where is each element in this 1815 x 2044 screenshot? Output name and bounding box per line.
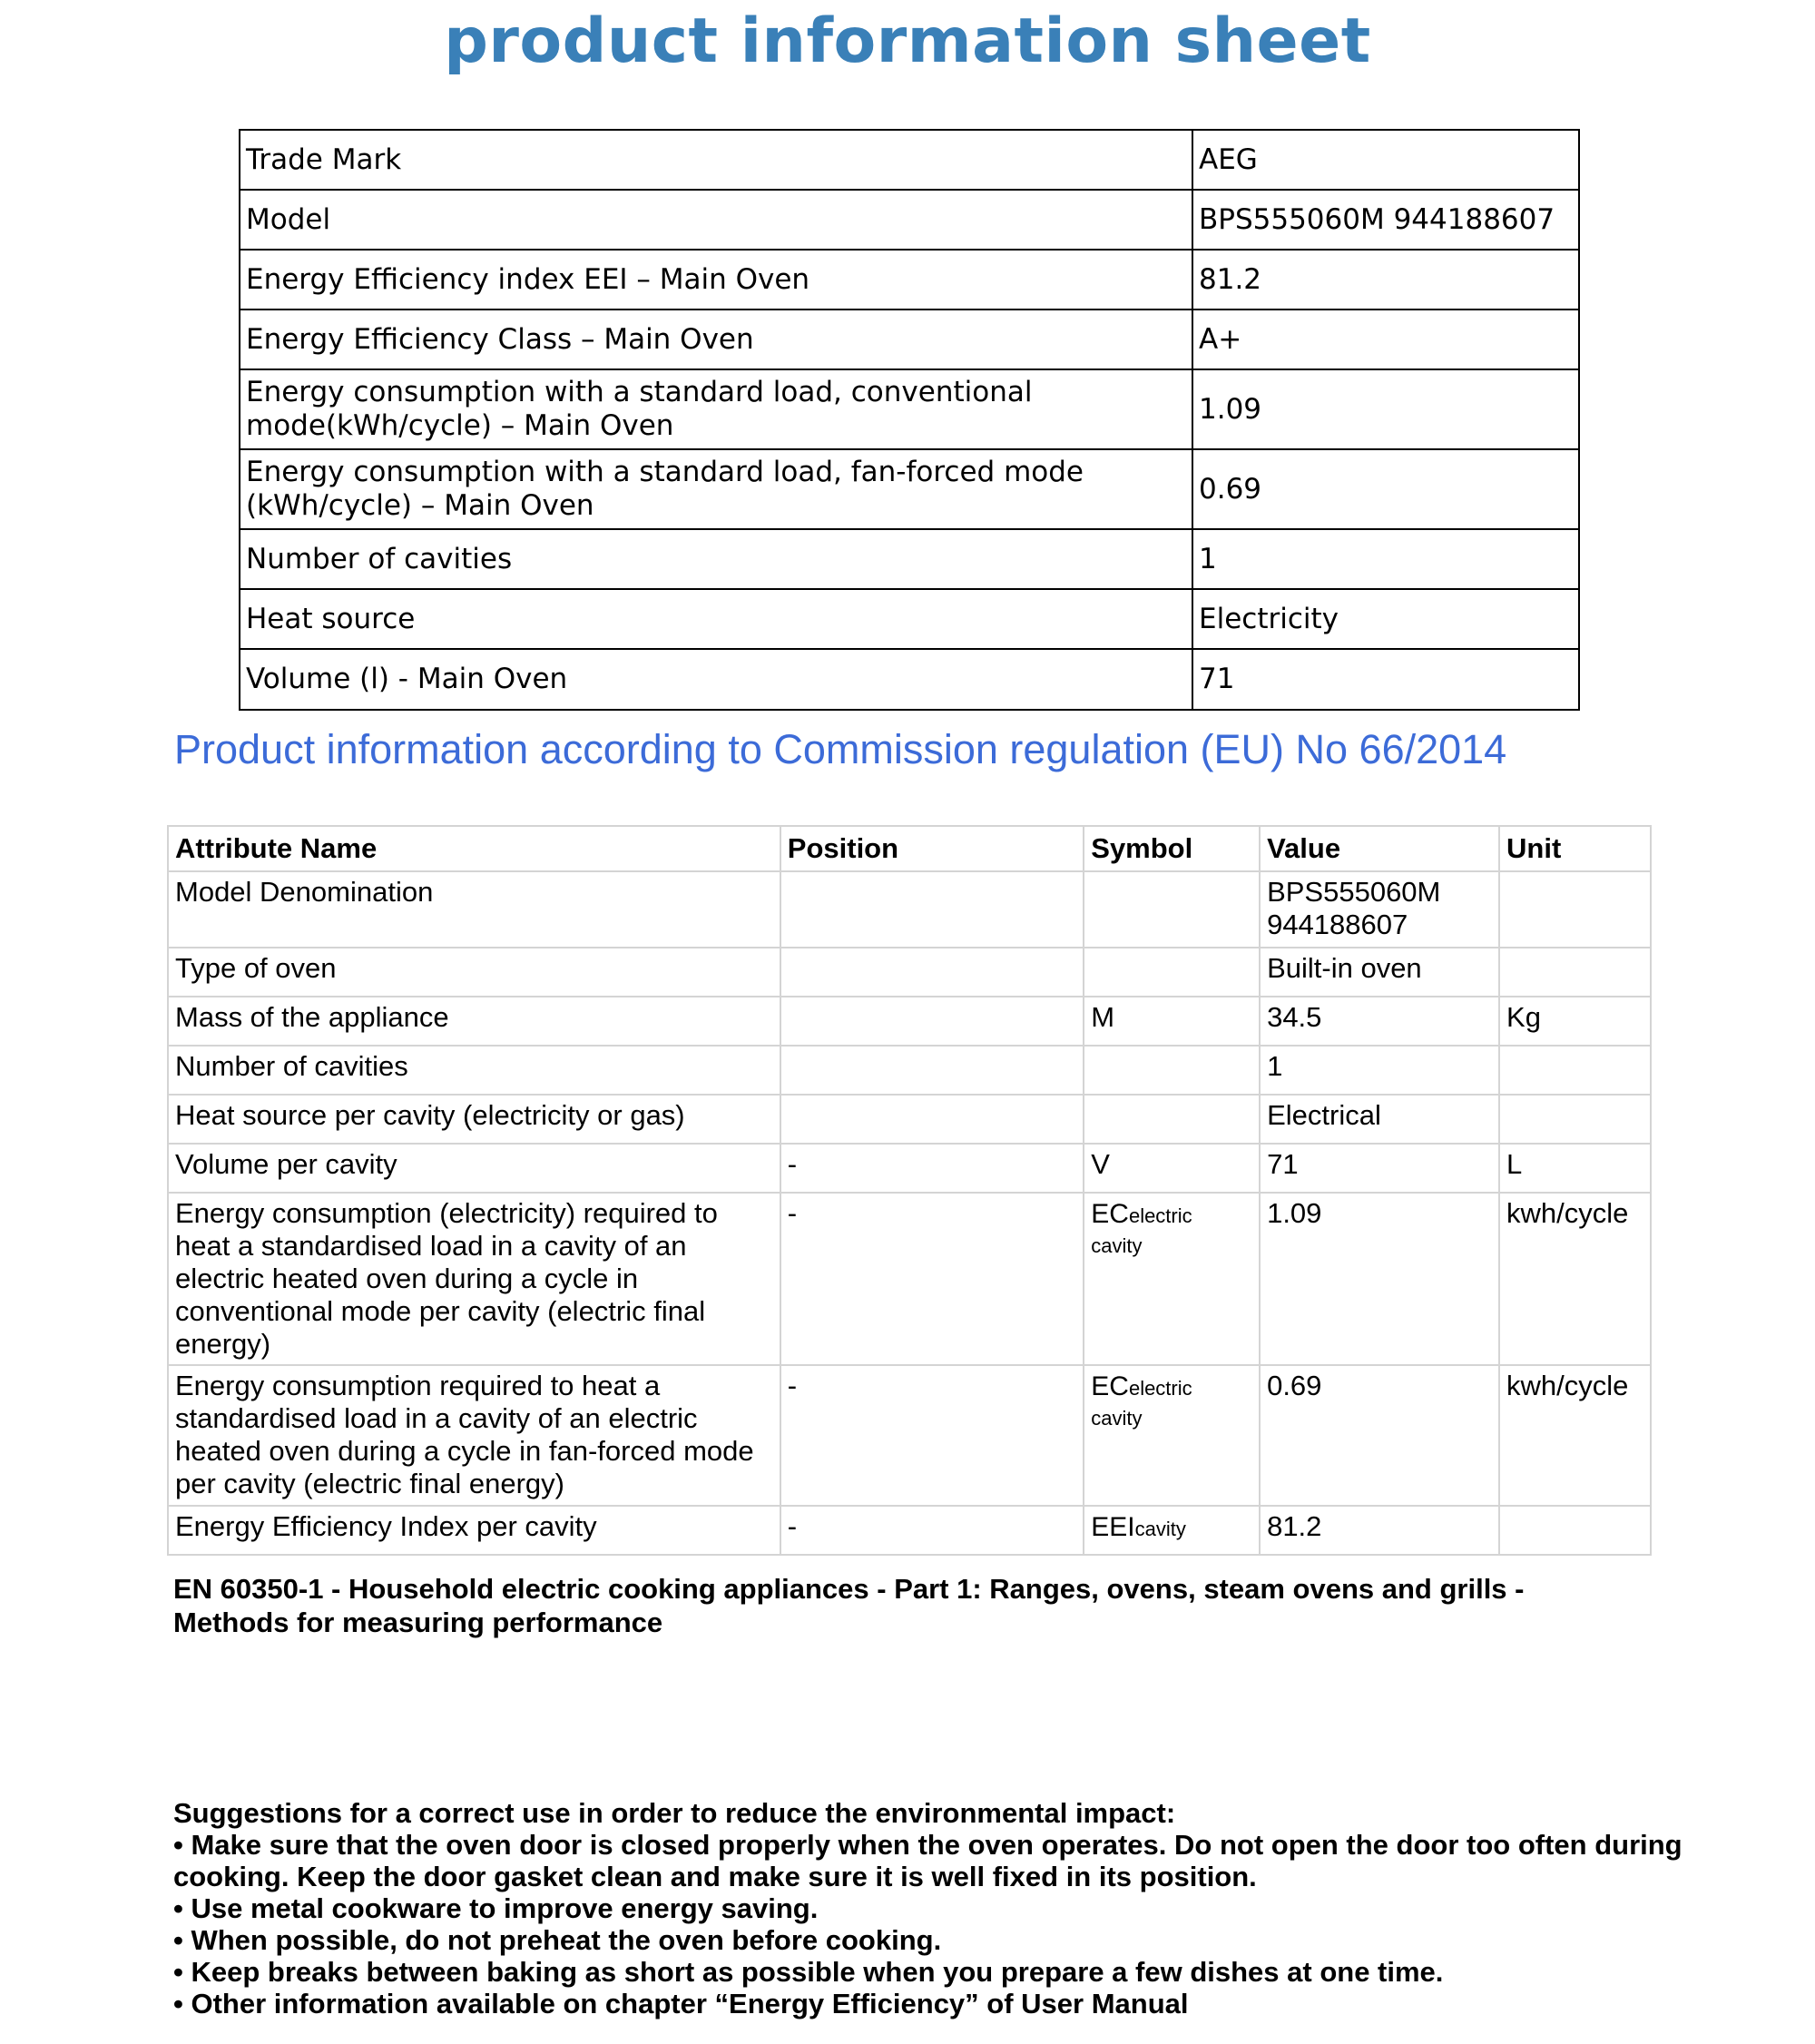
header-row [168, 826, 1651, 871]
summary-table [239, 129, 1580, 711]
column-header: Value [1260, 826, 1499, 871]
row-value: Electricity [1192, 589, 1579, 649]
attribute-unit [1499, 1095, 1651, 1144]
regulation-title: Product information according to Commission regulation (EU) No 66/2014 [174, 726, 1507, 772]
attribute-value: BPS555060M 944188607 [1260, 871, 1499, 948]
attribute-name: Energy consumption required to heat a standardised load in a cavity of an electric heated oven during a cycle in fan-forced mode per cavity (electric final energy) [168, 1365, 780, 1506]
table-row [168, 1365, 1651, 1506]
attribute-symbol [1084, 948, 1260, 997]
table-row [240, 130, 1579, 190]
attribute-value: 1 [1260, 1046, 1499, 1095]
attribute-name: Heat source per cavity (electricity or gas) [168, 1095, 780, 1144]
attribute-position: - [780, 1506, 1084, 1555]
suggestion-item: • Keep breaks between baking as short as possible when you prepare a few dishes at one time. [173, 1956, 1444, 1988]
row-value: BPS555060M 944188607 [1192, 190, 1579, 250]
attribute-value: Built-in oven [1260, 948, 1499, 997]
attribute-symbol: V [1084, 1144, 1260, 1193]
attribute-symbol [1084, 1506, 1260, 1555]
suggestion-item: • Make sure that the oven door is closed properly when the oven operates. Do not open the door too often during cooking. Keep the door gasket clean and make sure it is well fixed in its position. [173, 1829, 1683, 1892]
column-header: Attribute Name [168, 826, 780, 871]
table-row [240, 589, 1579, 649]
row-label: Energy consumption with a standard load, fan-forced mode (kWh/cycle) – Main Oven [240, 449, 1192, 529]
attribute-value: 1.09 [1260, 1193, 1499, 1365]
table-row [168, 1506, 1651, 1555]
table-row [240, 649, 1579, 710]
table-row [240, 190, 1579, 250]
attribute-unit: kwh/cycle [1499, 1193, 1651, 1365]
row-value: 1.09 [1192, 369, 1579, 449]
symbol-subscript-2: cavity [1091, 1407, 1143, 1430]
table-row [240, 250, 1579, 310]
table-row [240, 369, 1579, 449]
symbol-subscript: electric [1128, 1204, 1192, 1227]
table-row [168, 1046, 1651, 1095]
row-label: Number of cavities [240, 529, 1192, 589]
row-label: Energy Efficiency Class – Main Oven [240, 310, 1192, 369]
table-row [168, 997, 1651, 1046]
attribute-value: Electrical [1260, 1095, 1499, 1144]
attribute-position [780, 948, 1084, 997]
row-label: Trade Mark [240, 130, 1192, 190]
symbol-main: EC [1091, 1371, 1129, 1401]
table-row [168, 871, 1651, 948]
symbol-subscript-2: cavity [1091, 1234, 1143, 1257]
suggestions-heading: Suggestions for a correct use in order to reduce the environmental impact: [173, 1797, 1176, 1829]
attribute-name: Number of cavities [168, 1046, 780, 1095]
table-row [240, 310, 1579, 369]
attribute-name: Energy consumption (electricity) required to heat a standardised load in a cavity of an electric heated oven during a cycle in conventional mode per cavity (electric final energy) [168, 1193, 780, 1365]
attribute-name: Type of oven [168, 948, 780, 997]
row-value: 81.2 [1192, 250, 1579, 310]
symbol-subscript: electric [1128, 1377, 1192, 1400]
attribute-unit [1499, 948, 1651, 997]
attribute-unit [1499, 1046, 1651, 1095]
attribute-position: - [780, 1144, 1084, 1193]
attribute-symbol [1084, 871, 1260, 948]
attribute-name: Mass of the appliance [168, 997, 780, 1046]
attribute-symbol [1084, 1365, 1260, 1506]
column-header: Unit [1499, 826, 1651, 871]
attribute-name: Energy Efficiency Index per cavity [168, 1506, 780, 1555]
column-header: Symbol [1084, 826, 1260, 871]
suggestions [173, 1797, 1734, 2019]
attribute-position [780, 1046, 1084, 1095]
attribute-position [780, 871, 1084, 948]
attribute-symbol: M [1084, 997, 1260, 1046]
table-row [240, 449, 1579, 529]
row-value: AEG [1192, 130, 1579, 190]
attribute-name: Model Denomination [168, 871, 780, 948]
attribute-unit [1499, 871, 1651, 948]
row-label: Energy consumption with a standard load, conventional mode(kWh/cycle) – Main Oven [240, 369, 1192, 449]
standard-reference: EN 60350-1 - Household electric cooking appliances - Part 1: Ranges, ovens, steam ovens and grills - Methods for measuring performance [173, 1573, 1525, 1638]
row-value: 71 [1192, 649, 1579, 710]
symbol-subscript: cavity [1134, 1518, 1186, 1540]
attribute-position [780, 1095, 1084, 1144]
row-label: Energy Efficiency index EEI – Main Oven [240, 250, 1192, 310]
attribute-value: 34.5 [1260, 997, 1499, 1046]
attribute-value: 81.2 [1260, 1506, 1499, 1555]
symbol-main: EEI [1091, 1512, 1135, 1542]
attribute-unit: Kg [1499, 997, 1651, 1046]
row-value: 1 [1192, 529, 1579, 589]
attribute-symbol [1084, 1046, 1260, 1095]
page-title: product information sheet [444, 5, 1371, 77]
column-header: Position [780, 826, 1084, 871]
row-value: 0.69 [1192, 449, 1579, 529]
suggestion-item: • Use metal cookware to improve energy saving. [173, 1892, 819, 1924]
table-row [168, 1144, 1651, 1193]
row-value: A+ [1192, 310, 1579, 369]
table-row [168, 1095, 1651, 1144]
attribute-symbol [1084, 1095, 1260, 1144]
row-label: Volume (l) - Main Oven [240, 649, 1192, 710]
row-label: Heat source [240, 589, 1192, 649]
attribute-unit: L [1499, 1144, 1651, 1193]
table-row [240, 529, 1579, 589]
attribute-unit [1499, 1506, 1651, 1555]
attribute-value: 71 [1260, 1144, 1499, 1193]
symbol-main: EC [1091, 1199, 1129, 1229]
attribute-position [780, 997, 1084, 1046]
attribute-value: 0.69 [1260, 1365, 1499, 1506]
attribute-unit: kwh/cycle [1499, 1365, 1651, 1506]
attribute-position: - [780, 1193, 1084, 1365]
suggestion-item: • Other information available on chapter “Energy Efficiency” of User Manual [173, 1988, 1189, 2019]
attribute-position: - [780, 1365, 1084, 1506]
table-row [168, 1193, 1651, 1365]
suggestion-item: • When possible, do not preheat the oven before cooking. [173, 1924, 942, 1956]
regulation-table [167, 825, 1652, 1556]
attribute-symbol [1084, 1193, 1260, 1365]
table-row [168, 948, 1651, 997]
attribute-name: Volume per cavity [168, 1144, 780, 1193]
row-label: Model [240, 190, 1192, 250]
